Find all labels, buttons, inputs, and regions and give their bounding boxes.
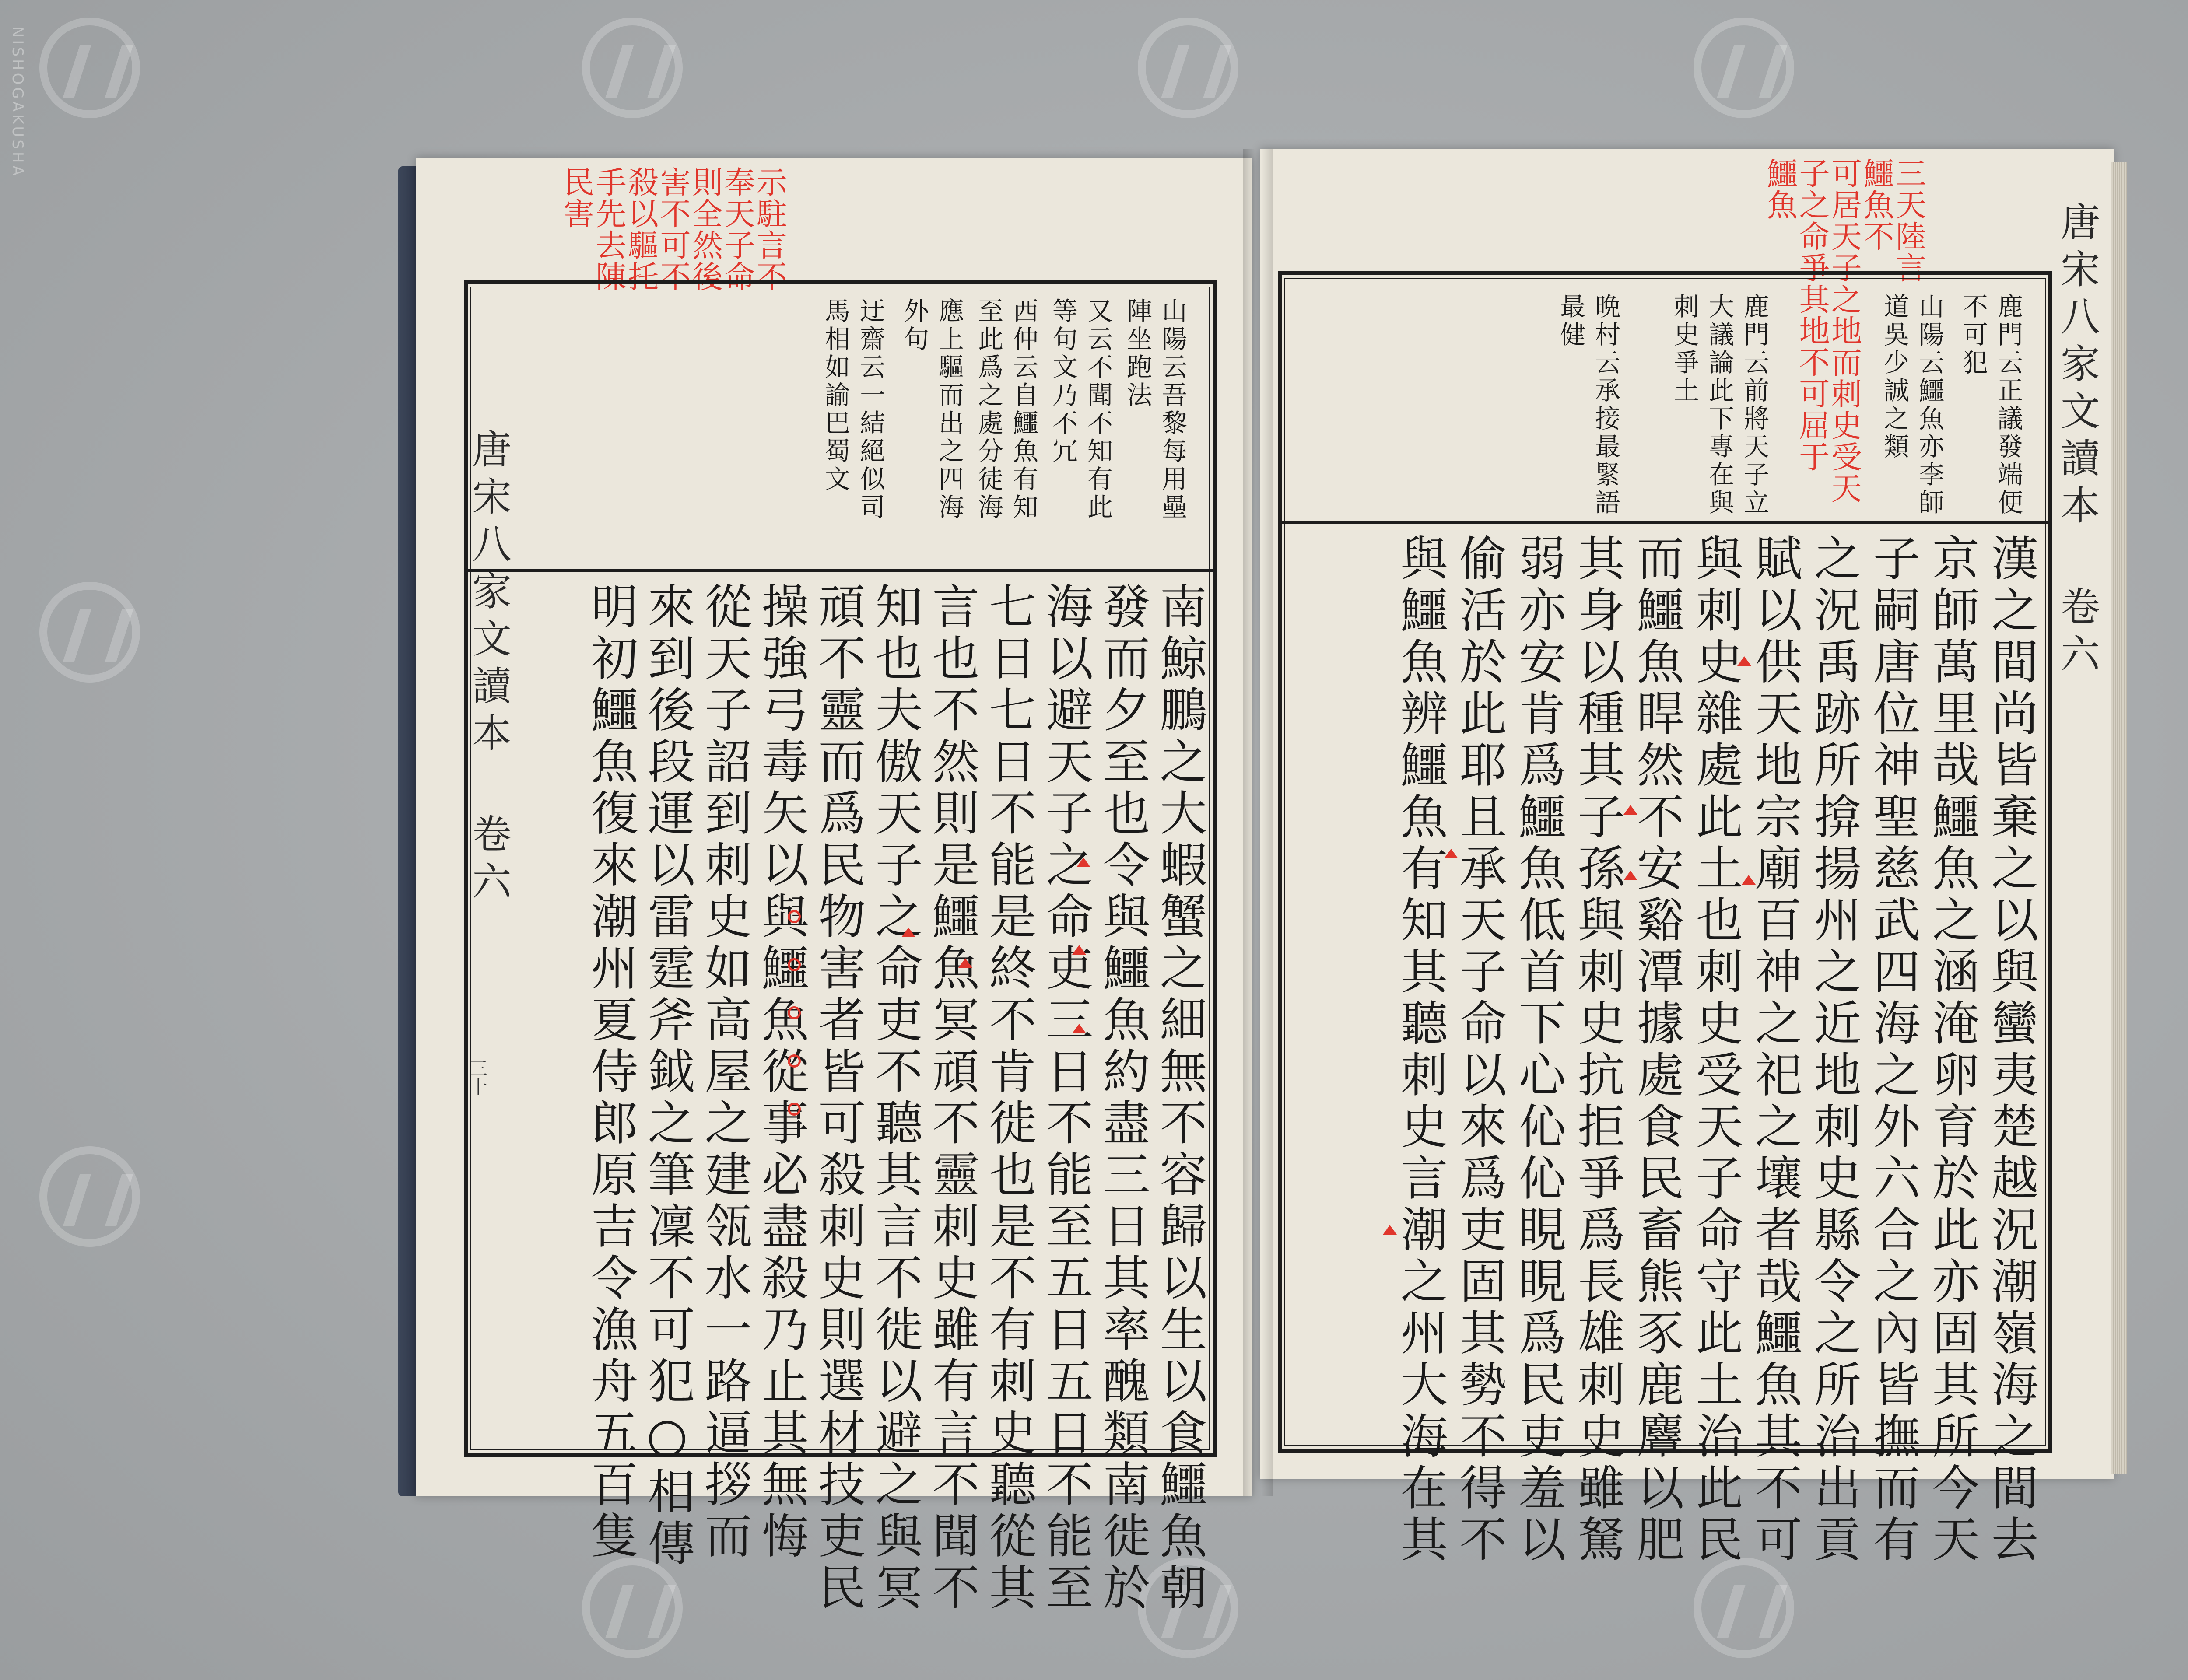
watermark-logo [1138,18,1238,118]
right-page [1260,149,2114,1566]
red-circle-mark [788,910,801,923]
headnote: 至此爲之處分徒海 [974,298,1003,522]
red-mark [1072,1024,1086,1033]
red-circle-mark [788,1102,801,1116]
headnote: 迂齋云一結絕似司 [856,298,885,522]
body-column: 與鱷魚辨鱷魚有知其聽刺史言潮之州大海在其 [1392,534,1447,1566]
red-circle-mark [788,1006,801,1019]
body-column: 從天子詔到刺史如高屋之建瓴水一路逼拶而 [697,582,751,1563]
red-mark [1623,805,1637,815]
body-column: 海以避天子之命吏三日不能至五日五日不能至 [1038,582,1093,1614]
body-column: 弱亦安肯爲鱷魚低首下心伈伈睍睍爲民吏羞以 [1511,534,1565,1566]
book-gutter [1243,149,1273,1496]
headnote: 應上驅而出之四海 [934,298,964,522]
red-mark [1076,858,1090,867]
headnote: 又云不聞不知有此 [1083,298,1113,522]
watermark-logo [582,1558,683,1658]
headnote: 外句 [899,298,929,354]
left-page [416,158,1252,1614]
body-column: 與刺史雜處此土也刺史受天子命守此土治此民 [1688,534,1743,1566]
body-column: 漢之間尚皆棄之以與蠻夷楚越況潮嶺海之間去 [1983,534,2038,1566]
body-column: 頑不靈而爲民物害者皆可殺刺史則選材技吏民 [810,582,865,1614]
left-headnote-divider [467,569,1213,572]
body-column: 賦以供天地宗廟百神之祀之壤者哉鱷魚其不可 [1747,534,1802,1566]
red-mark [1444,849,1458,858]
body-column: 其身以種其子孫與刺史抗拒爭爲長雄刺史雖駑 [1570,534,1624,1566]
watermark-logo [1694,18,1794,118]
right-red-annotation: 三天陸言 鱷魚不 可居天子之地而刺史受天 子之命爭其地不可屈于 鱷魚 [1762,158,1927,504]
headnote: 山陽云鱷魚亦李師 [1914,293,1944,517]
headnote: 馬相如諭巴蜀文 [820,298,850,494]
red-mark [1737,656,1751,666]
body-column: 知也夫傲天子之命吏不聽其言不徙以避之與冥 [867,582,922,1614]
headnote: 西仲云自鱷魚有知 [1009,298,1038,522]
body-column: 子嗣唐位神聖慈武四海之外六合之內皆撫而有 [1865,534,1920,1566]
headnote: 鹿門云正議發端便 [1993,293,2023,517]
body-column: 發而夕至也令與鱷魚約盡三日其率醜類南徙於 [1095,582,1150,1614]
headnote: 山陽云吾黎每用壘 [1157,298,1187,522]
page-edges [2111,162,2127,1474]
open-book [398,149,2127,1614]
right-margin-title: 唐宋八家文讀本 卷六 [2054,201,2100,680]
body-column: 操強弓毒矢以與鱷魚從事必盡殺乃止其無悔 [754,582,808,1563]
body-column: 明初鱷魚復來潮州夏侍郎原吉令漁舟五百隻 [583,582,638,1563]
left-margin-title: 唐宋八家文讀本 卷六 [465,429,511,908]
red-mark [1623,871,1637,880]
watermark-text: NISHOGAKUSHA [9,26,26,178]
watermark-logo [39,1146,140,1247]
watermark-logo [582,18,683,118]
red-mark [1742,875,1756,885]
watermark-logo [39,582,140,682]
body-column: 而鱷魚睅然不安谿潭據處食民畜熊豕鹿麞以肥 [1629,534,1683,1566]
body-column: 偷活於此耶且承天子命以來爲吏固其勢不得不 [1452,534,1506,1566]
red-mark [1072,945,1086,955]
red-mark [901,928,915,937]
headnote: 最健 [1556,293,1585,349]
red-mark [958,958,972,968]
left-red-annotation: 示駐言不 奉天子命 則全然後 害不可不 殺以驅托 手先去陳 民害 [558,166,788,292]
left-page-number: 三十 [466,1059,488,1096]
body-column: 言也不然則是鱷魚冥頑不靈刺史雖有言不聞不 [924,582,979,1614]
headnote: 刺史爭土 [1669,293,1699,405]
headnote: 晩村云承接最緊語 [1591,293,1620,517]
body-column: 來到後段運以雷霆斧鉞之筆凜不可犯○相傳 [640,582,694,1570]
right-headnote-divider [1281,521,2049,524]
headnote: 陣坐跑法 [1122,298,1152,410]
body-column: 七日七日不能是終不肯徙也是不有刺史聽從其 [981,582,1036,1614]
headnote: 大議論此下專在與 [1704,293,1734,517]
body-column: 京師萬里哉鱷魚之涵淹卵育於此亦固其所今天 [1924,534,1979,1566]
headnote: 鹿門云前將天子立 [1739,293,1769,517]
red-mark [1383,1225,1397,1235]
watermark-logo [1694,1558,1794,1658]
body-column: 南鯨鵬之大蝦蟹之細無不容歸以生以食鱷魚朝 [1152,582,1206,1614]
headnote: 道吳少誠之類 [1879,293,1909,461]
red-circle-mark [788,1054,801,1068]
watermark-logo [39,18,140,118]
body-column: 之況禹跡所揜揚州之近地刺史縣令之所治出貢 [1806,534,1861,1566]
headnote: 等句文乃不冗 [1048,298,1078,466]
red-circle-mark [788,958,801,971]
headnote: 不可犯 [1958,293,1988,377]
